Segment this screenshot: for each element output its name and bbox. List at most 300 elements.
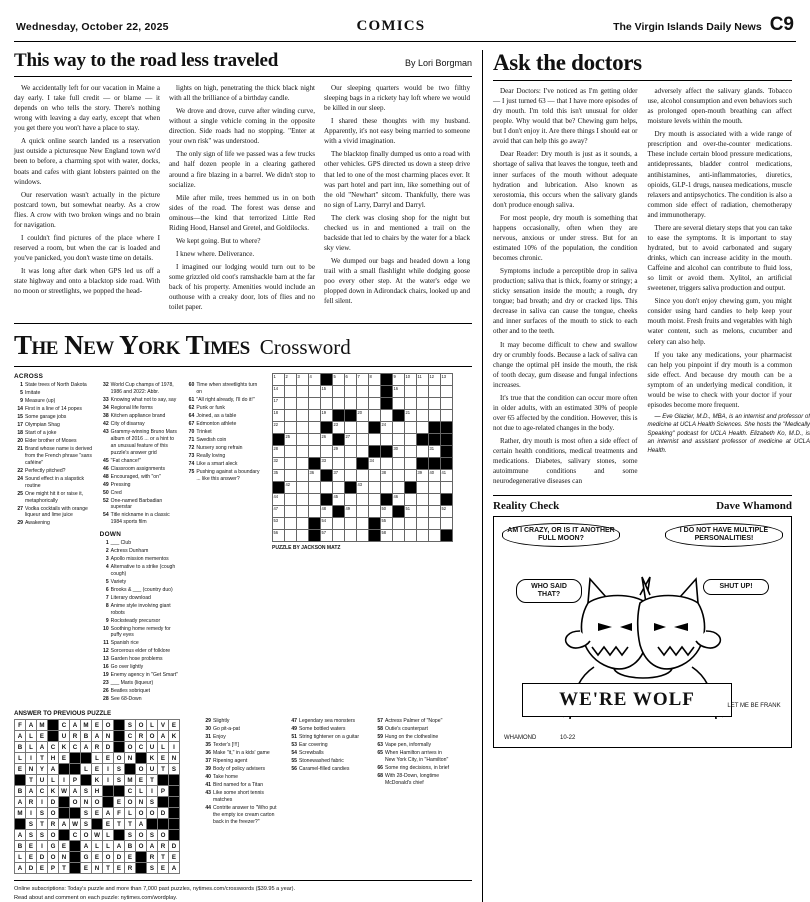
grid-cell[interactable] bbox=[405, 518, 417, 530]
answer-cell: E bbox=[59, 841, 70, 852]
grid-cell[interactable] bbox=[369, 386, 381, 398]
grid-cell[interactable] bbox=[405, 446, 417, 458]
grid-cell[interactable] bbox=[381, 482, 393, 494]
answer-cell: T bbox=[158, 852, 169, 863]
grid-cell[interactable] bbox=[297, 398, 309, 410]
grid-cell[interactable] bbox=[333, 458, 345, 470]
grid-cell[interactable]: 36 bbox=[309, 470, 321, 482]
grid-cell[interactable]: 3 bbox=[297, 374, 309, 386]
grid-cell[interactable] bbox=[417, 410, 429, 422]
answer-cell: E bbox=[158, 863, 169, 874]
grid-cell[interactable] bbox=[393, 434, 405, 446]
answer-cell: O bbox=[125, 797, 136, 808]
grid-cell[interactable]: 41 bbox=[441, 470, 453, 482]
grid-cell[interactable]: 49 bbox=[345, 506, 357, 518]
grid-cell[interactable]: 4 bbox=[309, 374, 321, 386]
grid-cell[interactable] bbox=[297, 446, 309, 458]
grid-cell[interactable] bbox=[309, 434, 321, 446]
answer-cell: N bbox=[59, 852, 70, 863]
crossword-grid[interactable] bbox=[272, 373, 453, 542]
grid-cell[interactable]: 13 bbox=[441, 374, 453, 386]
answer-cell: O bbox=[103, 852, 114, 863]
grid-cell[interactable] bbox=[381, 434, 393, 446]
answer-cell: A bbox=[15, 797, 26, 808]
clue-item: 54 Screwballs bbox=[288, 750, 367, 757]
grid-cell[interactable] bbox=[285, 422, 297, 434]
grid-cell[interactable] bbox=[357, 494, 369, 506]
grid-cell[interactable]: 6 bbox=[345, 374, 357, 386]
answer-cell: E bbox=[103, 819, 114, 830]
clue-item: 9 Rocksteady precursor bbox=[100, 618, 179, 625]
grid-cell[interactable]: 17 bbox=[273, 398, 285, 410]
grid-cell[interactable] bbox=[333, 518, 345, 530]
grid-cell-block bbox=[393, 506, 405, 518]
answer-cell-block bbox=[70, 841, 81, 852]
grid-cell[interactable] bbox=[321, 398, 333, 410]
grid-cell[interactable] bbox=[417, 482, 429, 494]
masthead-date: Wednesday, October 22, 2025 bbox=[16, 21, 169, 33]
grid-cell[interactable] bbox=[357, 530, 369, 542]
grid-cell[interactable] bbox=[381, 458, 393, 470]
essay-column-3 bbox=[324, 83, 470, 315]
grid-cell[interactable] bbox=[417, 494, 429, 506]
answer-cell: A bbox=[48, 764, 59, 775]
subscription-note bbox=[14, 880, 472, 902]
answer-cell: A bbox=[15, 830, 26, 841]
grid-cell[interactable]: 33 bbox=[321, 458, 333, 470]
paragraph: The blacktop finally dumped us onto a road with other vehicles. GPS directed us down a steep drive that led to one of the most charming places ever. It was part hotel and part inn, like something out of the old "Newhart" sitcom. Thankfully, there was no sign of Larry, Darryl and Darryl. bbox=[324, 149, 470, 209]
grid-cell[interactable] bbox=[285, 506, 297, 518]
grid-cell[interactable] bbox=[333, 398, 345, 410]
answer-cell: B bbox=[15, 742, 26, 753]
grid-cell[interactable] bbox=[309, 446, 321, 458]
answer-cell: S bbox=[81, 808, 92, 819]
grid-cell[interactable] bbox=[357, 434, 369, 446]
grid-cell[interactable]: 44 bbox=[273, 494, 285, 506]
grid-cell[interactable] bbox=[297, 458, 309, 470]
grid-cell[interactable]: 40 bbox=[429, 470, 441, 482]
answer-cell: E bbox=[92, 764, 103, 775]
grid-cell[interactable] bbox=[309, 494, 321, 506]
answer-cell-block bbox=[59, 830, 70, 841]
answer-cell: E bbox=[92, 852, 103, 863]
grid-cell[interactable]: 46 bbox=[393, 494, 405, 506]
grid-cell[interactable] bbox=[309, 398, 321, 410]
answer-cell: D bbox=[169, 841, 180, 852]
grid-cell[interactable]: 20 bbox=[357, 410, 369, 422]
grid-cell-block bbox=[321, 470, 333, 482]
answer-cell: O bbox=[158, 830, 169, 841]
grid-cell[interactable] bbox=[285, 410, 297, 422]
grid-cell[interactable]: 34 bbox=[369, 458, 381, 470]
grid-cell[interactable] bbox=[357, 506, 369, 518]
grid-cell[interactable]: 58 bbox=[381, 530, 393, 542]
grid-cell[interactable] bbox=[441, 518, 453, 530]
grid-cell[interactable]: 19 bbox=[321, 410, 333, 422]
masthead-right bbox=[613, 14, 794, 36]
grid-cell[interactable]: 45 bbox=[333, 494, 345, 506]
grid-cell[interactable] bbox=[429, 410, 441, 422]
grid-cell[interactable]: 56 bbox=[273, 530, 285, 542]
grid-cell[interactable]: 7 bbox=[357, 374, 369, 386]
grid-cell[interactable] bbox=[345, 470, 357, 482]
grid-cell[interactable] bbox=[297, 494, 309, 506]
grid-cell[interactable] bbox=[345, 458, 357, 470]
grid-cell[interactable]: 24 bbox=[381, 422, 393, 434]
grid-cell[interactable] bbox=[297, 434, 309, 446]
clue-item: 66 Some ring decisions, in brief bbox=[374, 765, 453, 772]
answer-cell-block bbox=[81, 775, 92, 786]
grid-cell[interactable]: 38 bbox=[381, 470, 393, 482]
grid-cell[interactable]: 55 bbox=[381, 518, 393, 530]
grid-cell[interactable] bbox=[333, 386, 345, 398]
grid-cell[interactable] bbox=[357, 518, 369, 530]
answer-cell: L bbox=[92, 841, 103, 852]
grid-cell[interactable] bbox=[405, 398, 417, 410]
grid-cell[interactable] bbox=[345, 422, 357, 434]
answer-cell: A bbox=[147, 841, 158, 852]
grid-cell[interactable]: 47 bbox=[273, 506, 285, 518]
answer-cell: M bbox=[81, 720, 92, 731]
answer-cell: A bbox=[158, 731, 169, 742]
paragraph: It's true that the condition can occur more often in older adults, with an estimated 30% of people over 65 affected by the condition. However, this is not due to age-related changes in the body. bbox=[493, 393, 638, 433]
grid-cell[interactable] bbox=[405, 470, 417, 482]
answer-cell: S bbox=[125, 720, 136, 731]
grid-cell-block bbox=[381, 386, 393, 398]
grid-cell[interactable]: 29 bbox=[333, 446, 345, 458]
grid-cell[interactable] bbox=[285, 386, 297, 398]
crossword-body bbox=[14, 373, 472, 704]
comic-title: Reality Check bbox=[493, 500, 559, 512]
clue-item: 11 Spanish rice bbox=[100, 640, 179, 647]
grid-cell[interactable]: 1 bbox=[273, 374, 285, 386]
grid-cell[interactable] bbox=[309, 386, 321, 398]
clue-item: 52 One-named Barbadian superstar bbox=[100, 498, 179, 512]
clue-item: 46 Classroom assignments bbox=[100, 466, 179, 473]
grid-cell[interactable]: 5 bbox=[333, 374, 345, 386]
grid-cell[interactable]: 39 bbox=[417, 470, 429, 482]
grid-cell[interactable]: 16 bbox=[393, 386, 405, 398]
paragraph: The clerk was closing shop for the night but checked us in and mentioned a trail on the backside that led to chairs by the water for a black sky view. bbox=[324, 213, 470, 253]
essay-header bbox=[14, 50, 472, 77]
grid-cell[interactable] bbox=[369, 410, 381, 422]
grid-cell[interactable] bbox=[393, 458, 405, 470]
grid-cell[interactable] bbox=[369, 470, 381, 482]
grid-cell[interactable]: 23 bbox=[333, 422, 345, 434]
answer-cell: A bbox=[81, 841, 92, 852]
grid-cell[interactable] bbox=[297, 422, 309, 434]
answer-cell: E bbox=[81, 863, 92, 874]
comic-panel bbox=[493, 516, 792, 748]
grid-cell[interactable] bbox=[345, 494, 357, 506]
answer-cell: C bbox=[125, 731, 136, 742]
grid-cell[interactable]: 57 bbox=[321, 530, 333, 542]
grid-cell[interactable] bbox=[369, 506, 381, 518]
answer-cell: L bbox=[81, 764, 92, 775]
grid-cell-block bbox=[441, 530, 453, 542]
answer-cell: R bbox=[70, 731, 81, 742]
grid-cell[interactable] bbox=[345, 530, 357, 542]
clue-item: 15 Some garage jobs bbox=[14, 414, 93, 421]
masthead-paper-name: The Virgin Islands Daily News bbox=[613, 21, 762, 33]
grid-cell[interactable] bbox=[285, 398, 297, 410]
grid-cell[interactable] bbox=[369, 398, 381, 410]
grid-cell[interactable] bbox=[345, 446, 357, 458]
grid-cell[interactable] bbox=[405, 494, 417, 506]
answer-cell-block bbox=[136, 852, 147, 863]
grid-cell[interactable] bbox=[441, 398, 453, 410]
grid-cell[interactable]: 14 bbox=[273, 386, 285, 398]
grid-cell[interactable] bbox=[369, 434, 381, 446]
answer-cell-block bbox=[103, 786, 114, 797]
answer-cell-block bbox=[169, 786, 180, 797]
grid-cell[interactable] bbox=[417, 398, 429, 410]
grid-cell[interactable] bbox=[417, 518, 429, 530]
answer-cell-block bbox=[59, 764, 70, 775]
grid-cell[interactable] bbox=[297, 386, 309, 398]
grid-cell[interactable] bbox=[309, 482, 321, 494]
grid-cell[interactable]: 10 bbox=[405, 374, 417, 386]
clue-item: 58 Outie's counterpart bbox=[374, 726, 453, 733]
grid-cell-block bbox=[357, 458, 369, 470]
grid-cell[interactable]: 42 bbox=[285, 482, 297, 494]
answer-cell: Y bbox=[37, 764, 48, 775]
clue-item: 17 Olympian Shag bbox=[14, 422, 93, 429]
grid-cell[interactable] bbox=[369, 494, 381, 506]
grid-cell[interactable] bbox=[369, 482, 381, 494]
answer-cell: I bbox=[103, 764, 114, 775]
grid-cell[interactable] bbox=[297, 530, 309, 542]
grid-cell[interactable] bbox=[357, 386, 369, 398]
grid-cell[interactable]: 8 bbox=[369, 374, 381, 386]
grid-cell[interactable] bbox=[297, 482, 309, 494]
grid-cell[interactable]: 50 bbox=[381, 506, 393, 518]
grid-cell[interactable] bbox=[417, 422, 429, 434]
grid-cell[interactable] bbox=[393, 470, 405, 482]
answer-cell: E bbox=[37, 863, 48, 874]
grid-cell[interactable]: 15 bbox=[321, 386, 333, 398]
grid-cell[interactable]: 37 bbox=[333, 470, 345, 482]
paragraph: I shared these thoughts with my husband. Apparently, it's not easy being married to someone with a vivid imagination. bbox=[324, 116, 470, 146]
grid-cell[interactable] bbox=[405, 458, 417, 470]
grid-cell[interactable] bbox=[285, 458, 297, 470]
grid-cell[interactable]: 9 bbox=[393, 374, 405, 386]
answer-cell: L bbox=[136, 786, 147, 797]
grid-cell[interactable] bbox=[417, 530, 429, 542]
answer-cell: C bbox=[125, 786, 136, 797]
paragraph: We drove and drove, curve after winding curve, without a single vehicle coming in the opposite direction. Side roads had no stopping. "Enter at your own risk" was understood. bbox=[169, 106, 315, 146]
grid-cell[interactable] bbox=[285, 470, 297, 482]
grid-cell[interactable]: 11 bbox=[417, 374, 429, 386]
artist-signature: WHAMOND bbox=[504, 735, 536, 741]
grid-cell[interactable] bbox=[429, 518, 441, 530]
caption-let-me-be-frank: LET ME BE FRANK bbox=[727, 703, 781, 709]
answer-cell: T bbox=[147, 775, 158, 786]
grid-cell[interactable] bbox=[333, 482, 345, 494]
clue-item: 71 Swedish coin bbox=[185, 437, 264, 444]
clue-item: 1 State trees of North Dakota bbox=[14, 382, 93, 389]
grid-cell[interactable] bbox=[309, 506, 321, 518]
answer-cell: A bbox=[15, 731, 26, 742]
grid-cell[interactable] bbox=[345, 398, 357, 410]
answer-cell: R bbox=[136, 731, 147, 742]
clue-item: 21 Brand whose name is derived from the French phrase "sans caféine" bbox=[14, 446, 93, 466]
grid-cell[interactable] bbox=[405, 422, 417, 434]
paragraph: We accidentally left for our vacation in Maine a day early. I take full credit — or blame — it depends on who tells the story. There's nothing wrong with leaving a day early, except that when you get there you won't have a place to stay. bbox=[14, 83, 160, 133]
answer-cell: S bbox=[37, 808, 48, 819]
answer-cell: I bbox=[147, 786, 158, 797]
grid-cell-block bbox=[309, 530, 321, 542]
grid-cell[interactable]: 51 bbox=[405, 506, 417, 518]
answer-cell: T bbox=[125, 819, 136, 830]
grid-cell[interactable]: 30 bbox=[393, 446, 405, 458]
grid-cell[interactable]: 43 bbox=[357, 482, 369, 494]
grid-cell[interactable] bbox=[429, 398, 441, 410]
grid-cell[interactable] bbox=[429, 494, 441, 506]
grid-cell[interactable] bbox=[357, 398, 369, 410]
answer-cell-block bbox=[114, 720, 125, 731]
answer-cell: L bbox=[103, 841, 114, 852]
grid-cell[interactable] bbox=[285, 518, 297, 530]
answer-cell: S bbox=[26, 819, 37, 830]
grid-cell[interactable]: 53 bbox=[273, 518, 285, 530]
answer-cell: O bbox=[136, 808, 147, 819]
grid-cell[interactable] bbox=[285, 530, 297, 542]
grid-cell[interactable]: 18 bbox=[273, 410, 285, 422]
grid-cell[interactable] bbox=[333, 530, 345, 542]
clue-item: 32 World Cup champs of 1978, 1986 and 2022: Abbr. bbox=[100, 382, 179, 396]
grid-cell[interactable]: 48 bbox=[321, 506, 333, 518]
subscription-line-1: Online subscriptions: Today's puzzle and more than 7,000 past puzzles, nytimes.com/crosswords ($39.95 a year). bbox=[14, 885, 472, 893]
remaining-down-clues bbox=[202, 704, 472, 874]
answer-cell: C bbox=[70, 830, 81, 841]
grid-cell[interactable] bbox=[417, 506, 429, 518]
grid-cell[interactable]: 21 bbox=[405, 410, 417, 422]
grid-cell[interactable] bbox=[429, 530, 441, 542]
grid-cell[interactable] bbox=[393, 422, 405, 434]
grid-cell[interactable]: 54 bbox=[321, 518, 333, 530]
grid-cell[interactable] bbox=[441, 386, 453, 398]
ask-column-1 bbox=[493, 86, 638, 489]
grid-cell[interactable] bbox=[297, 410, 309, 422]
answer-cell-block bbox=[59, 797, 70, 808]
grid-cell-block bbox=[273, 434, 285, 446]
subscription-line-2: Read about and comment on each puzzle: nytimes.com/wordplay. bbox=[14, 894, 472, 902]
clue-item: 67 Edmonton athlete bbox=[185, 421, 264, 428]
grid-cell[interactable] bbox=[321, 482, 333, 494]
grid-cell[interactable] bbox=[393, 398, 405, 410]
grid-cell[interactable] bbox=[405, 530, 417, 542]
grid-cell[interactable] bbox=[357, 446, 369, 458]
grid-cell[interactable]: 22 bbox=[273, 422, 285, 434]
grid-cell[interactable] bbox=[357, 470, 369, 482]
grid-cell[interactable] bbox=[309, 410, 321, 422]
answer-cell: W bbox=[59, 786, 70, 797]
grid-cell[interactable] bbox=[429, 386, 441, 398]
grid-cell[interactable] bbox=[441, 410, 453, 422]
answer-cell: A bbox=[81, 742, 92, 753]
paragraph: Mile after mile, trees hemmed us in on both sides of the road. The forest was dense and ominous—the kind that terrorized Little Red Riding Hood, Hansel and Gretel, and Goldilocks. bbox=[169, 193, 315, 233]
grid-cell[interactable] bbox=[405, 434, 417, 446]
grid-cell[interactable]: 32 bbox=[273, 458, 285, 470]
clue-item: 30 Go pit-a-pat bbox=[202, 726, 281, 733]
grid-cell-block bbox=[381, 374, 393, 386]
grid-cell[interactable] bbox=[381, 410, 393, 422]
answer-cell: E bbox=[103, 753, 114, 764]
grid-cell[interactable] bbox=[345, 386, 357, 398]
clue-item: 73 Really loving bbox=[185, 453, 264, 460]
answer-cell: L bbox=[26, 742, 37, 753]
answer-cell: S bbox=[81, 819, 92, 830]
grid-cell[interactable] bbox=[297, 506, 309, 518]
clue-column-5 bbox=[288, 718, 367, 874]
answer-cell: M bbox=[125, 775, 136, 786]
grid-cell[interactable] bbox=[417, 386, 429, 398]
grid-cell[interactable] bbox=[405, 386, 417, 398]
crossword-grid-area bbox=[272, 373, 472, 704]
clue-item: 31 Enjoy bbox=[202, 734, 281, 741]
grid-cell[interactable]: 2 bbox=[285, 374, 297, 386]
grid-cell[interactable] bbox=[429, 482, 441, 494]
grid-cell[interactable] bbox=[393, 518, 405, 530]
grid-cell[interactable]: 35 bbox=[273, 470, 285, 482]
answer-cell: R bbox=[125, 863, 136, 874]
clue-area bbox=[14, 373, 264, 704]
clue-item: 45 "Fat chance!" bbox=[100, 458, 179, 465]
grid-cell[interactable] bbox=[357, 422, 369, 434]
grid-cell[interactable]: 27 bbox=[345, 434, 357, 446]
grid-cell[interactable] bbox=[393, 482, 405, 494]
grid-cell[interactable] bbox=[297, 518, 309, 530]
answer-cell-block bbox=[114, 731, 125, 742]
grid-cell-block bbox=[417, 434, 429, 446]
answer-cell: W bbox=[92, 830, 103, 841]
answer-cell: N bbox=[92, 863, 103, 874]
grid-cell[interactable] bbox=[429, 506, 441, 518]
grid-cell[interactable] bbox=[285, 494, 297, 506]
answer-cell: O bbox=[136, 830, 147, 841]
grid-cell[interactable]: 25 bbox=[285, 434, 297, 446]
grid-cell[interactable]: 28 bbox=[273, 446, 285, 458]
grid-cell[interactable] bbox=[417, 446, 429, 458]
answer-cell-block bbox=[103, 797, 114, 808]
clue-item: 24 Sound effect in a slapstick routine bbox=[14, 476, 93, 490]
grid-cell[interactable] bbox=[297, 470, 309, 482]
grid-cell[interactable]: 31 bbox=[429, 446, 441, 458]
answer-cell: C bbox=[70, 742, 81, 753]
answer-cell: O bbox=[114, 753, 125, 764]
clue-item: 49 Pressing bbox=[100, 482, 179, 489]
grid-cell[interactable] bbox=[285, 446, 297, 458]
down-header: DOWN bbox=[100, 531, 179, 538]
grid-cell[interactable] bbox=[321, 446, 333, 458]
clue-column-4 bbox=[202, 718, 281, 874]
grid-cell[interactable] bbox=[393, 530, 405, 542]
grid-cell[interactable] bbox=[345, 518, 357, 530]
grid-cell[interactable] bbox=[441, 482, 453, 494]
answer-cell: D bbox=[114, 852, 125, 863]
grid-cell[interactable]: 52 bbox=[441, 506, 453, 518]
answer-cell: S bbox=[147, 830, 158, 841]
grid-cell[interactable]: 12 bbox=[429, 374, 441, 386]
paragraph: Rather, dry mouth is most often a side effect of certain health conditions, medical treatments and medications. Diabetes, salivary stones, some autoimmune conditions and some neurodegenerative diseases can bbox=[493, 436, 638, 486]
answer-cell: E bbox=[114, 797, 125, 808]
answer-cell: R bbox=[26, 797, 37, 808]
grid-cell[interactable]: 26 bbox=[321, 434, 333, 446]
grid-cell-block bbox=[441, 434, 453, 446]
grid-cell[interactable] bbox=[309, 422, 321, 434]
answer-cell: U bbox=[147, 764, 158, 775]
